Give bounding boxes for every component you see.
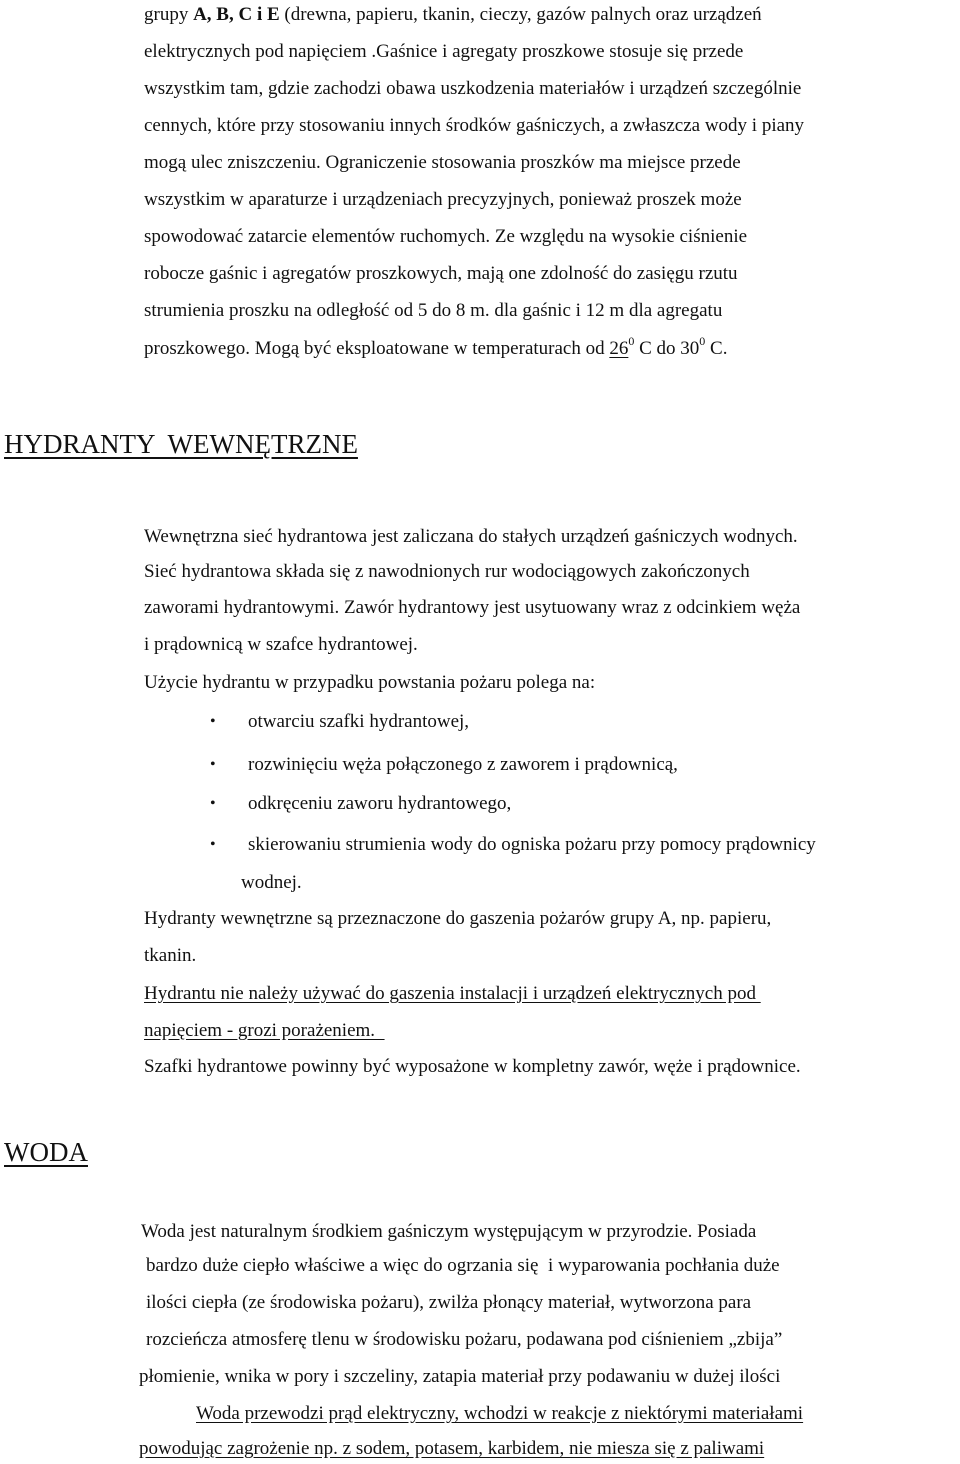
hydranty-p7: tkanin. xyxy=(144,945,197,966)
intro-line-1-post: (drewna, papieru, tkanin, cieczy, gazów palnych oraz urządzeń xyxy=(279,4,762,25)
bullet-item-4-cont: wodnej. xyxy=(241,872,302,893)
woda-line-6: Woda przewodzi prąd elektryczny, wchodzi w reakcje z niektórymi materiałami xyxy=(196,1403,804,1424)
heading-woda: WODA xyxy=(4,1137,88,1167)
hydranty-warning-line-1: Hydrantu nie należy używać do gaszenia instalacji i urządzeń elektrycznych pod xyxy=(144,983,761,1004)
extinguisher-groups-bold: A, B, C i E xyxy=(193,4,280,25)
intro-line-10-c: C do 30 xyxy=(634,338,700,359)
intro-line-6: wszystkim w aparaturze i urządzeniach precyzyjnych, ponieważ proszek może xyxy=(144,189,742,210)
woda-line-5: płomienie, wnika w pory i szczeliny, zatapia materiał przy podawaniu w dużej ilości xyxy=(139,1366,781,1387)
bullet-item-2: rozwinięciu węża połączonego z zaworem i prądownicą, xyxy=(248,754,678,775)
intro-line-1-pre: grupy xyxy=(144,4,194,25)
intro-line-10-d: C. xyxy=(705,338,728,359)
hydranty-p6: Hydranty wewnętrzne są przeznaczone do gaszenia pożarów grupy A, np. papieru, xyxy=(144,908,772,929)
bullet-item-4: skierowaniu strumienia wody do ogniska pożaru przy pomocy prądownicy xyxy=(248,834,816,855)
intro-line-8: robocze gaśnic i agregatów proszkowych, mają one zdolność do zasięgu rzutu xyxy=(144,263,738,284)
hydranty-p4: i prądownicą w szafce hydrantowej. xyxy=(144,634,418,655)
hydranty-p5: Użycie hydrantu w przypadku powstania pożaru polega na: xyxy=(144,672,596,693)
bullet-item-1: otwarciu szafki hydrantowej, xyxy=(248,711,470,732)
intro-line-10 xyxy=(144,334,728,361)
woda-line-3: ilości ciepła (ze środowiska pożaru), zwilża płonący materiał, wytworzona para xyxy=(146,1292,752,1313)
hydranty-warning-line-2: napięciem - grozi porażeniem. xyxy=(144,1020,385,1041)
degree-sup-2: 0 xyxy=(699,334,706,348)
bullet-marker-4: • xyxy=(210,836,216,853)
bullet-item-3: odkręceniu zaworu hydrantowego, xyxy=(248,793,512,814)
woda-line-2: bardzo duże ciepło właściwe a więc do ogrzania się i wyparowania pochłania duże xyxy=(146,1255,780,1276)
bullet-marker-2: • xyxy=(210,756,216,773)
hydranty-p2: Sieć hydrantowa składa się z nawodnionych rur wodociągowych zakończonych xyxy=(144,561,750,582)
woda-line-7: powodując zagrożenie np. z sodem, potasem, karbidem, nie miesza się z paliwami xyxy=(139,1438,765,1459)
bullet-marker-3: • xyxy=(210,795,216,812)
intro-line-5: mogą ulec zniszczeniu. Ograniczenie stosowania proszków ma miejsce przede xyxy=(144,152,741,173)
hydranty-p8: Szafki hydrantowe powinny być wyposażone w kompletny zawór, węże i prądownice. xyxy=(144,1056,801,1077)
intro-line-9: strumienia proszku na odległość od 5 do 8 m. dla gaśnic i 12 m dla agregatu xyxy=(144,300,723,321)
heading-hydranty: HYDRANTY WEWNĘTRZNE xyxy=(4,429,358,459)
intro-line-4: cennych, które przy stosowaniu innych środków gaśniczych, a zwłaszcza wody i piany xyxy=(144,115,805,136)
intro-line-2: elektrycznych pod napięciem .Gaśnice i agregaty proszkowe stosuje się przede xyxy=(144,41,744,62)
woda-line-1: Woda jest naturalnym środkiem gaśniczym występującym w przyrodzie. Posiada xyxy=(141,1221,757,1242)
hydranty-p3: zaworami hydrantowymi. Zawór hydrantowy jest usytuowany wraz z odcinkiem węża xyxy=(144,597,801,618)
intro-line-3: wszystkim tam, gdzie zachodzi obawa uszkodzenia materiałów i urządzeń szczególnie xyxy=(144,78,802,99)
intro-line-7: spowodować zatarcie elementów ruchomych. Ze względu na wysokie ciśnienie xyxy=(144,226,748,247)
intro-line-1 xyxy=(144,3,762,27)
degree-sup-1: 0 xyxy=(628,334,635,348)
woda-line-4: rozcieńcza atmosferę tlenu w środowisku pożaru, podawana pod ciśnieniem „zbija” xyxy=(146,1329,783,1350)
intro-line-10-a: proszkowego. Mogą być eksploatowane w temperaturach od xyxy=(144,338,610,359)
bullet-marker-1: • xyxy=(210,713,216,730)
hydranty-p1: Wewnętrzna sieć hydrantowa jest zaliczana do stałych urządzeń gaśniczych wodnych. xyxy=(144,526,798,547)
temperature-min: 26 xyxy=(609,338,629,359)
